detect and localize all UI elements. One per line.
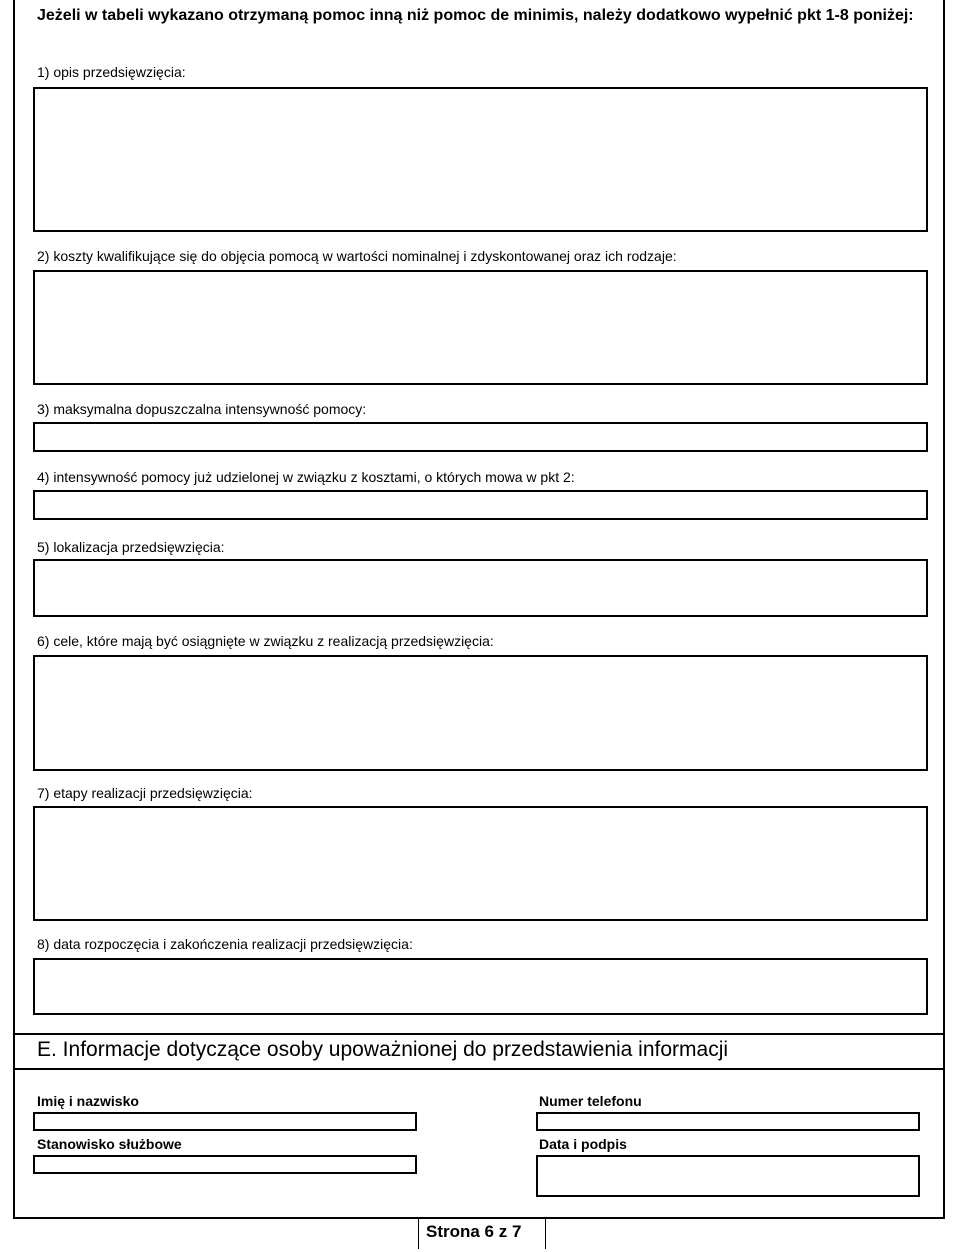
item-5-label: 5) lokalizacja przedsięwzięcia: — [37, 539, 225, 555]
item-6-field[interactable] — [33, 655, 928, 771]
item-3-label: 3) maksymalna dopuszczalna intensywność pomocy: — [37, 401, 367, 417]
phone-field[interactable] — [536, 1112, 920, 1131]
item-4-field[interactable] — [33, 490, 928, 520]
item-8-label: 8) data rozpoczęcia i zakończenia realizacji przedsięwzięcia: — [37, 936, 413, 952]
section-heading: Jeżeli w tabeli wykazano otrzymaną pomoc inną niż pomoc de minimis, należy dodatkowo wypełnić pkt 1-8 poniżej: — [37, 7, 914, 24]
section-e-top-rule — [13, 1033, 945, 1035]
position-label: Stanowisko służbowe — [37, 1136, 182, 1152]
item-8-field[interactable] — [33, 958, 928, 1015]
position-field[interactable] — [33, 1155, 417, 1174]
section-e-title-rule — [13, 1068, 945, 1070]
name-field[interactable] — [33, 1112, 417, 1131]
date-sign-label: Data i podpis — [539, 1136, 627, 1152]
item-7-label: 7) etapy realizacji przedsięwzięcia: — [37, 785, 253, 801]
page-number: Strona 6 z 7 — [426, 1222, 522, 1241]
item-5-field[interactable] — [33, 559, 928, 617]
item-1-label: 1) opis przedsięwzięcia: — [37, 64, 186, 80]
item-2-field[interactable] — [33, 270, 928, 385]
item-1-field[interactable] — [33, 87, 928, 232]
item-6-label: 6) cele, które mają być osiągnięte w związku z realizacją przedsięwzięcia: — [37, 633, 494, 649]
section-e-title: E. Informacje dotyczące osoby upoważnionej do przedstawienia informacji — [37, 1038, 729, 1061]
item-4-label: 4) intensywność pomocy już udzielonej w związku z kosztami, o których mowa w pkt 2: — [37, 469, 575, 485]
item-3-field[interactable] — [33, 422, 928, 452]
name-label: Imię i nazwisko — [37, 1093, 139, 1109]
item-2-label: 2) koszty kwalifikujące się do objęcia pomocą w wartości nominalnej i zdyskontowanej oraz ich rodzaje: — [37, 248, 677, 264]
date-sign-field[interactable] — [536, 1155, 920, 1197]
phone-label: Numer telefonu — [539, 1093, 642, 1109]
item-7-field[interactable] — [33, 806, 928, 921]
